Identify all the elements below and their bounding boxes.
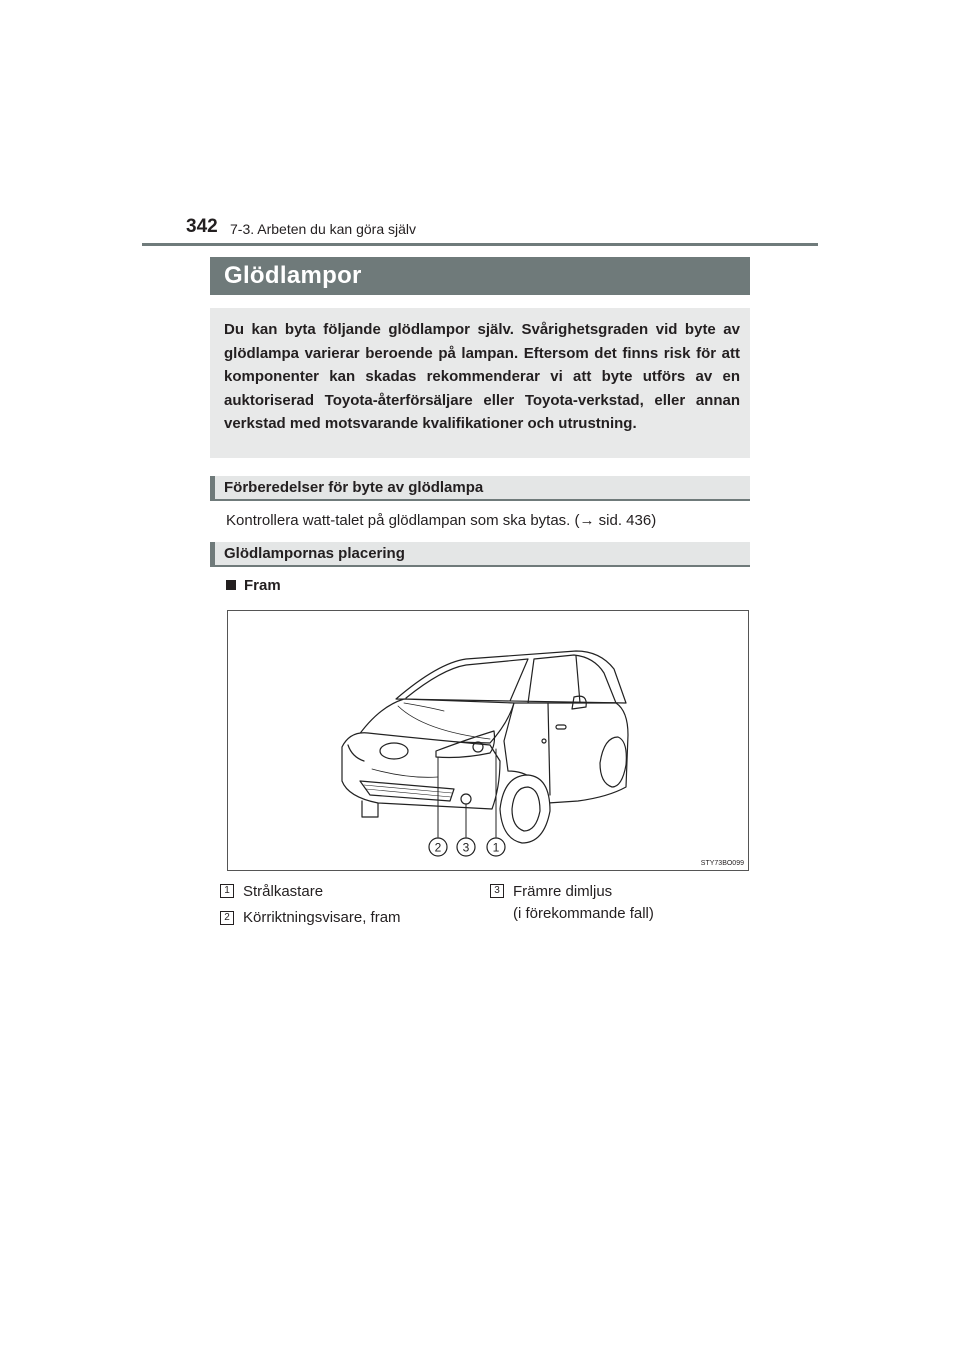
- section-heading-preparation: [210, 476, 750, 501]
- legend-item-headlight: Strålkastare: [243, 883, 324, 900]
- section-heading-placement: [210, 542, 750, 567]
- subheading-label: Fram: [244, 577, 281, 594]
- title-bar: [210, 257, 750, 295]
- legend-number-badge: 3: [490, 884, 504, 898]
- legend-item-turn-signal: Körriktningsvisare, fram: [243, 909, 401, 926]
- car-front-illustration: [228, 611, 748, 870]
- callout-label: 3: [462, 840, 470, 855]
- subheading-front: [226, 577, 281, 594]
- legend-item-fog-light: Främre dimljus: [513, 883, 613, 900]
- callout-label: 1: [492, 840, 500, 855]
- breadcrumb: 7-3. Arbeten du kan göra själv: [230, 221, 417, 237]
- legend-number-badge: 2: [220, 911, 234, 925]
- figure-code: STY73BO099: [700, 860, 744, 867]
- page-title: Glödlampor: [224, 262, 362, 289]
- square-bullet-icon: [226, 580, 236, 590]
- section-heading-label: Glödlampornas placering: [224, 545, 405, 562]
- legend-item-fog-light-note: (i förekommande fall): [513, 905, 654, 922]
- car-figure: [227, 610, 749, 871]
- intro-text: Du kan byta följande glödlampor själv. Svårighetsgraden vid byte av glödlampa varierar beroende på lampan. Eftersom det finns risk för att komponenter kan skadas rekommenderar vi att byte utförs av en auktoriserad Toyota-återförsäljare eller Toyota-verkstad, eller annan verkstad med motsvarande kvalifikationer och utrustning.: [224, 321, 740, 432]
- legend-number-badge: 1: [220, 884, 234, 898]
- intro-box: [210, 308, 750, 458]
- callout-label: 2: [434, 840, 442, 855]
- section-heading-label: Förberedelser för byte av glödlampa: [224, 479, 484, 496]
- page-number: 342: [186, 216, 218, 237]
- header-divider: [142, 243, 818, 246]
- preparation-note: Kontrollera watt-talet på glödlampan som ska bytas. (→ sid. 436): [226, 512, 657, 529]
